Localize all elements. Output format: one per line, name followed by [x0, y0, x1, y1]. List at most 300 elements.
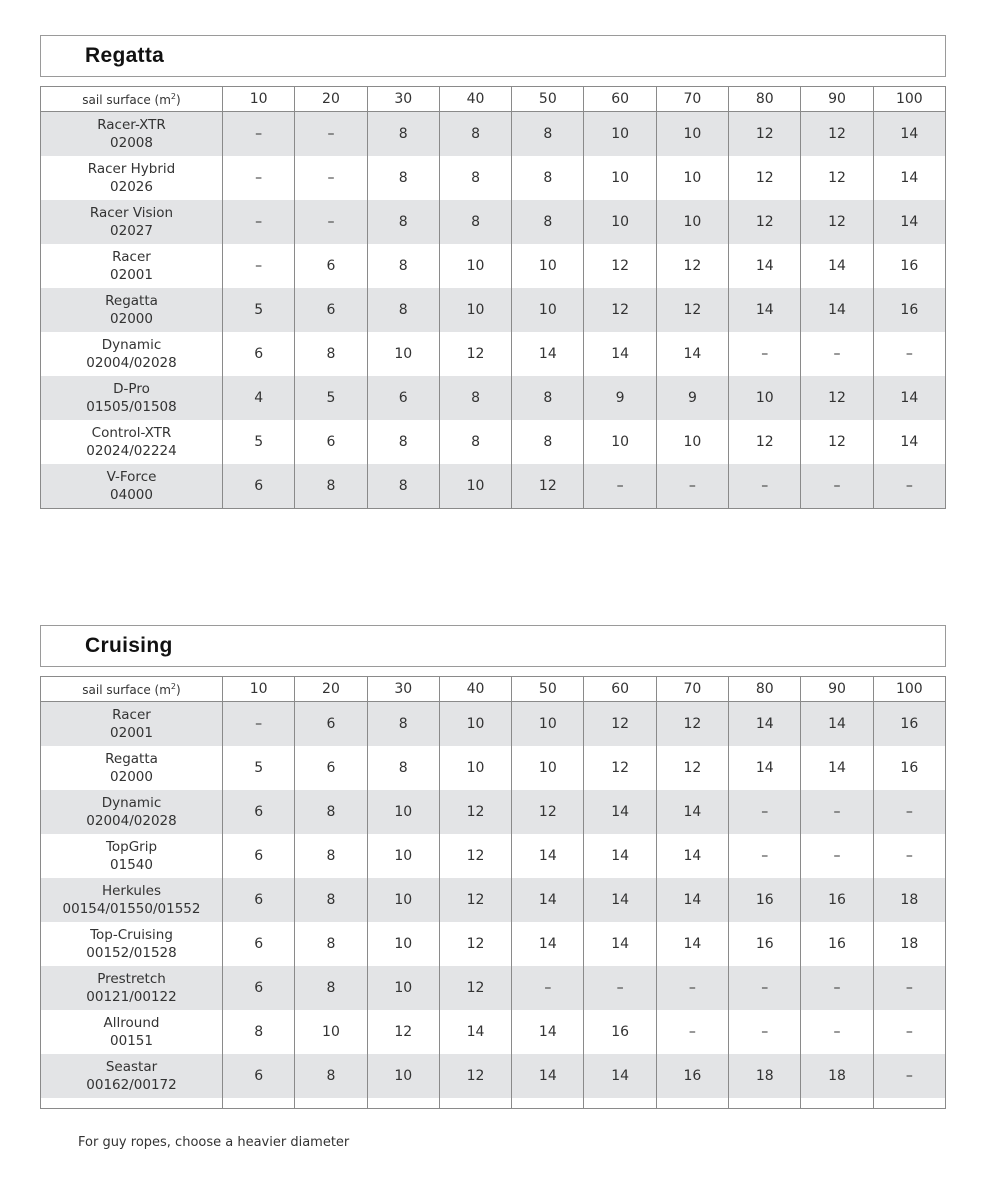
section-title-box — [40, 35, 946, 77]
table-row — [41, 878, 946, 922]
diameter-cell: 10 — [656, 112, 728, 157]
diameter-cell: 12 — [439, 332, 511, 376]
product-name: Regatta — [105, 293, 158, 309]
product-cell — [41, 702, 223, 747]
diameter-cell: 12 — [512, 790, 584, 834]
table-row — [41, 200, 946, 244]
diameter-cell: 8 — [512, 200, 584, 244]
diameter-cell: 14 — [656, 878, 728, 922]
diameter-cell: 10 — [367, 966, 439, 1010]
diameter-cell: – — [295, 112, 367, 157]
table-row — [41, 288, 946, 332]
rope-diameter-table — [40, 676, 946, 1109]
diameter-cell: 6 — [223, 464, 295, 509]
diameter-cell: 8 — [295, 878, 367, 922]
diameter-cell: 8 — [439, 112, 511, 157]
diameter-cell: 12 — [439, 922, 511, 966]
diameter-cell: 16 — [584, 1010, 656, 1054]
diameter-cell: – — [873, 1054, 945, 1098]
diameter-cell: 8 — [367, 702, 439, 747]
diameter-cell: 14 — [873, 156, 945, 200]
diameter-cell: 8 — [295, 922, 367, 966]
empty-cell — [223, 1098, 295, 1109]
diameter-cell: 12 — [367, 1010, 439, 1054]
empty-cell — [729, 1098, 801, 1109]
diameter-cell: 10 — [512, 746, 584, 790]
diameter-cell: 6 — [367, 376, 439, 420]
diameter-cell: – — [584, 966, 656, 1010]
sail-surface-label-end: ) — [176, 92, 181, 107]
table-row — [41, 112, 946, 157]
product-cell — [41, 834, 223, 878]
diameter-cell: 9 — [584, 376, 656, 420]
diameter-cell: – — [295, 156, 367, 200]
product-cell — [41, 376, 223, 420]
diameter-cell: – — [656, 464, 728, 509]
diameter-cell: 12 — [584, 746, 656, 790]
diameter-cell: 8 — [512, 156, 584, 200]
diameter-cell: – — [729, 966, 801, 1010]
column-header: 10 — [223, 677, 295, 702]
diameter-cell: – — [801, 834, 873, 878]
diameter-cell: 10 — [367, 790, 439, 834]
diameter-cell: 6 — [223, 834, 295, 878]
product-cell — [41, 966, 223, 1010]
product-name: V-Force — [106, 469, 157, 485]
empty-cell — [41, 1098, 223, 1109]
diameter-cell: 14 — [439, 1010, 511, 1054]
diameter-cell: 14 — [512, 332, 584, 376]
diameter-cell: 6 — [295, 702, 367, 747]
footnote: For guy ropes, choose a heavier diameter — [78, 1135, 350, 1150]
unit-superscript: 2 — [170, 681, 177, 691]
diameter-cell: 14 — [656, 332, 728, 376]
diameter-cell: 10 — [439, 702, 511, 747]
diameter-cell: 10 — [656, 420, 728, 464]
diameter-cell: 10 — [367, 332, 439, 376]
table-row — [41, 834, 946, 878]
diameter-cell: – — [656, 1010, 728, 1054]
diameter-cell: 14 — [801, 288, 873, 332]
diameter-cell: 4 — [223, 376, 295, 420]
product-name: Racer Vision — [89, 205, 174, 221]
table-end-row — [41, 1098, 946, 1109]
diameter-cell: 8 — [512, 112, 584, 157]
diameter-cell: 14 — [729, 702, 801, 747]
diameter-cell: 10 — [512, 288, 584, 332]
product-cell — [41, 746, 223, 790]
diameter-cell: 14 — [801, 702, 873, 747]
column-header: 90 — [801, 677, 873, 702]
product-code: 02004/02028 — [86, 355, 177, 371]
product-code: 02026 — [110, 179, 153, 195]
diameter-cell: – — [873, 790, 945, 834]
diameter-cell: 10 — [439, 244, 511, 288]
product-name: D-Pro — [113, 381, 150, 397]
diameter-cell: 12 — [439, 790, 511, 834]
sail-surface-header — [41, 87, 223, 112]
column-header: 90 — [801, 87, 873, 112]
diameter-cell: – — [801, 332, 873, 376]
diameter-cell: 12 — [801, 420, 873, 464]
product-cell — [41, 420, 223, 464]
table-row — [41, 156, 946, 200]
section-title: Cruising — [85, 634, 173, 657]
diameter-cell: 8 — [439, 156, 511, 200]
diameter-cell: 14 — [873, 376, 945, 420]
column-header: 20 — [295, 87, 367, 112]
diameter-cell: – — [873, 834, 945, 878]
sail-surface-label: sail surface (m — [82, 682, 171, 697]
diameter-cell: 12 — [439, 834, 511, 878]
product-cell — [41, 244, 223, 288]
diameter-cell: 14 — [801, 244, 873, 288]
diameter-cell: 16 — [729, 922, 801, 966]
diameter-cell: 18 — [873, 922, 945, 966]
diameter-cell: 18 — [873, 878, 945, 922]
product-code: 02008 — [110, 135, 153, 151]
product-name: Seastar — [105, 1059, 158, 1075]
empty-cell — [439, 1098, 511, 1109]
product-code: 02004/02028 — [86, 813, 177, 829]
diameter-cell: 6 — [295, 746, 367, 790]
diameter-cell: 14 — [729, 244, 801, 288]
product-cell — [41, 1010, 223, 1054]
sail-surface-label: sail surface (m — [82, 92, 171, 107]
diameter-cell: 6 — [295, 288, 367, 332]
product-code: 02001 — [110, 267, 153, 283]
column-header: 100 — [873, 677, 945, 702]
product-cell — [41, 156, 223, 200]
column-header: 10 — [223, 87, 295, 112]
diameter-cell: 14 — [656, 834, 728, 878]
header-row — [41, 677, 946, 702]
diameter-cell: 8 — [223, 1010, 295, 1054]
diameter-cell: 12 — [584, 702, 656, 747]
diameter-cell: – — [223, 156, 295, 200]
diameter-cell: 12 — [801, 156, 873, 200]
product-name: Regatta — [105, 751, 158, 767]
empty-cell — [801, 1098, 873, 1109]
header-row — [41, 87, 946, 112]
diameter-cell: 18 — [729, 1054, 801, 1098]
diameter-cell: 9 — [656, 376, 728, 420]
diameter-cell: 14 — [584, 1054, 656, 1098]
product-cell — [41, 790, 223, 834]
diameter-cell: 12 — [801, 376, 873, 420]
diameter-cell: 12 — [584, 288, 656, 332]
diameter-cell: 8 — [367, 244, 439, 288]
column-header: 60 — [584, 677, 656, 702]
product-name: Racer Hybrid — [87, 161, 176, 177]
diameter-cell: 12 — [729, 200, 801, 244]
diameter-cell: 10 — [295, 1010, 367, 1054]
product-code: 02001 — [110, 725, 153, 741]
diameter-cell: 18 — [801, 1054, 873, 1098]
unit-superscript: 2 — [170, 91, 177, 101]
diameter-cell: 12 — [656, 702, 728, 747]
product-code: 00162/00172 — [86, 1077, 177, 1093]
product-cell — [41, 288, 223, 332]
diameter-cell: 8 — [367, 200, 439, 244]
empty-cell — [295, 1098, 367, 1109]
column-header: 60 — [584, 87, 656, 112]
product-code: 02000 — [110, 311, 153, 327]
diameter-cell: 16 — [873, 746, 945, 790]
diameter-cell: 8 — [512, 420, 584, 464]
diameter-cell: 8 — [295, 1054, 367, 1098]
diameter-cell: 10 — [512, 244, 584, 288]
diameter-cell: 8 — [367, 112, 439, 157]
diameter-cell: 14 — [801, 746, 873, 790]
diameter-cell: 8 — [367, 288, 439, 332]
diameter-cell: 14 — [512, 1054, 584, 1098]
diameter-cell: 14 — [584, 332, 656, 376]
table-row — [41, 746, 946, 790]
diameter-cell: 14 — [512, 834, 584, 878]
column-header: 80 — [729, 87, 801, 112]
product-name: Dynamic — [101, 337, 162, 353]
diameter-cell: 16 — [801, 878, 873, 922]
diameter-cell: 6 — [295, 420, 367, 464]
diameter-cell: 8 — [295, 464, 367, 509]
diameter-cell: 8 — [295, 332, 367, 376]
diameter-cell: 10 — [367, 878, 439, 922]
product-name: Racer — [112, 249, 151, 265]
product-name: Control-XTR — [91, 425, 172, 441]
diameter-cell: 12 — [729, 112, 801, 157]
diameter-cell: 10 — [439, 746, 511, 790]
table-row — [41, 464, 946, 509]
diameter-cell: 8 — [367, 420, 439, 464]
diameter-cell: 10 — [439, 464, 511, 509]
diameter-cell: 6 — [223, 878, 295, 922]
diameter-cell: 12 — [729, 420, 801, 464]
diameter-cell: 5 — [223, 420, 295, 464]
diameter-cell: 6 — [223, 790, 295, 834]
column-header: 70 — [656, 87, 728, 112]
diameter-cell: 14 — [873, 200, 945, 244]
diameter-cell: 14 — [584, 922, 656, 966]
diameter-cell: 6 — [223, 332, 295, 376]
table-row — [41, 702, 946, 747]
cruising-section — [40, 625, 946, 1109]
product-code: 00152/01528 — [86, 945, 177, 961]
product-name: TopGrip — [105, 839, 158, 855]
diameter-cell: – — [729, 464, 801, 509]
diameter-cell: 14 — [584, 834, 656, 878]
diameter-cell: 12 — [656, 244, 728, 288]
diameter-cell: 10 — [367, 834, 439, 878]
diameter-cell: 14 — [656, 922, 728, 966]
product-cell — [41, 200, 223, 244]
diameter-cell: 12 — [512, 464, 584, 509]
product-name: Allround — [103, 1015, 160, 1031]
product-code: 02000 — [110, 769, 153, 785]
product-code: 04000 — [110, 487, 153, 503]
diameter-cell: 8 — [367, 464, 439, 509]
diameter-cell: 12 — [801, 112, 873, 157]
product-code: 02027 — [110, 223, 153, 239]
diameter-cell: – — [295, 200, 367, 244]
column-header: 50 — [512, 677, 584, 702]
diameter-cell: 10 — [367, 1054, 439, 1098]
diameter-cell: – — [656, 966, 728, 1010]
diameter-cell: 12 — [801, 200, 873, 244]
product-name: Racer-XTR — [97, 117, 166, 133]
diameter-cell: 8 — [439, 420, 511, 464]
diameter-cell: 12 — [656, 746, 728, 790]
section-title: Regatta — [85, 44, 165, 67]
diameter-cell: 10 — [584, 156, 656, 200]
diameter-cell: 8 — [439, 376, 511, 420]
empty-cell — [512, 1098, 584, 1109]
diameter-cell: – — [801, 966, 873, 1010]
table-row — [41, 1054, 946, 1098]
diameter-cell: – — [729, 332, 801, 376]
column-header: 40 — [439, 87, 511, 112]
diameter-cell: 8 — [295, 790, 367, 834]
diameter-cell: 14 — [873, 420, 945, 464]
diameter-cell: 8 — [295, 834, 367, 878]
diameter-cell: – — [223, 702, 295, 747]
product-name: Dynamic — [101, 795, 162, 811]
diameter-cell: – — [729, 834, 801, 878]
product-code: 00154/01550/01552 — [62, 901, 201, 917]
diameter-cell: – — [801, 790, 873, 834]
diameter-cell: 10 — [367, 922, 439, 966]
diameter-cell: – — [801, 1010, 873, 1054]
diameter-cell: 12 — [729, 156, 801, 200]
diameter-cell: – — [801, 464, 873, 509]
diameter-cell: 14 — [512, 878, 584, 922]
column-header: 50 — [512, 87, 584, 112]
diameter-cell: 12 — [439, 878, 511, 922]
diameter-cell: 14 — [729, 746, 801, 790]
diameter-cell: 8 — [439, 200, 511, 244]
column-header: 70 — [656, 677, 728, 702]
diameter-cell: 14 — [584, 790, 656, 834]
product-name: Prestretch — [97, 971, 166, 987]
table-row — [41, 332, 946, 376]
diameter-cell: 12 — [439, 966, 511, 1010]
column-header: 30 — [367, 87, 439, 112]
diameter-cell: 16 — [656, 1054, 728, 1098]
diameter-cell: 8 — [367, 156, 439, 200]
product-code: 00151 — [110, 1033, 153, 1049]
table-row — [41, 966, 946, 1010]
product-code: 02024/02224 — [86, 443, 177, 459]
product-cell — [41, 922, 223, 966]
product-code: 01505/01508 — [86, 399, 177, 415]
product-name: Racer — [112, 707, 151, 723]
diameter-cell: 6 — [223, 922, 295, 966]
column-header: 40 — [439, 677, 511, 702]
diameter-cell: 6 — [295, 244, 367, 288]
diameter-cell: 12 — [584, 244, 656, 288]
diameter-cell: 16 — [801, 922, 873, 966]
product-name: Top-Cruising — [90, 927, 173, 943]
diameter-cell: – — [223, 200, 295, 244]
diameter-cell: – — [223, 112, 295, 157]
sail-surface-header — [41, 677, 223, 702]
empty-cell — [584, 1098, 656, 1109]
diameter-cell: 14 — [584, 878, 656, 922]
diameter-cell: 16 — [729, 878, 801, 922]
empty-cell — [656, 1098, 728, 1109]
diameter-cell: 10 — [656, 156, 728, 200]
diameter-cell: 10 — [656, 200, 728, 244]
diameter-cell: 5 — [295, 376, 367, 420]
diameter-cell: 14 — [512, 922, 584, 966]
table-row — [41, 790, 946, 834]
product-code: 01540 — [110, 857, 153, 873]
product-code: 00121/00122 — [86, 989, 177, 1005]
section-title-box — [40, 625, 946, 667]
table-row — [41, 420, 946, 464]
diameter-cell: 8 — [512, 376, 584, 420]
diameter-cell: 12 — [439, 1054, 511, 1098]
product-cell — [41, 112, 223, 157]
column-header: 20 — [295, 677, 367, 702]
product-cell — [41, 1054, 223, 1098]
diameter-cell: 10 — [584, 200, 656, 244]
diameter-cell: – — [223, 244, 295, 288]
diameter-cell: 14 — [656, 790, 728, 834]
diameter-cell: 10 — [729, 376, 801, 420]
diameter-cell: 12 — [656, 288, 728, 332]
diameter-cell: 16 — [873, 288, 945, 332]
empty-cell — [367, 1098, 439, 1109]
diameter-cell: – — [873, 332, 945, 376]
table-row — [41, 922, 946, 966]
diameter-cell: – — [512, 966, 584, 1010]
diameter-cell: 14 — [512, 1010, 584, 1054]
diameter-cell: – — [729, 790, 801, 834]
diameter-cell: 5 — [223, 746, 295, 790]
diameter-cell: 10 — [439, 288, 511, 332]
diameter-cell: 14 — [729, 288, 801, 332]
diameter-cell: 16 — [873, 702, 945, 747]
diameter-cell: – — [729, 1010, 801, 1054]
diameter-cell: 10 — [512, 702, 584, 747]
diameter-cell: 8 — [367, 746, 439, 790]
diameter-cell: 10 — [584, 420, 656, 464]
table-row — [41, 376, 946, 420]
diameter-cell: – — [873, 1010, 945, 1054]
empty-cell — [873, 1098, 945, 1109]
sail-surface-label-end: ) — [176, 682, 181, 697]
diameter-cell: 16 — [873, 244, 945, 288]
diameter-cell: 14 — [873, 112, 945, 157]
column-header: 80 — [729, 677, 801, 702]
regatta-section — [40, 35, 946, 509]
diameter-cell: – — [584, 464, 656, 509]
diameter-cell: 10 — [584, 112, 656, 157]
diameter-cell: 5 — [223, 288, 295, 332]
diameter-cell: 6 — [223, 966, 295, 1010]
product-cell — [41, 878, 223, 922]
column-header: 30 — [367, 677, 439, 702]
table-row — [41, 244, 946, 288]
table-row — [41, 1010, 946, 1054]
product-cell — [41, 332, 223, 376]
diameter-cell: – — [873, 464, 945, 509]
column-header: 100 — [873, 87, 945, 112]
diameter-cell: 8 — [295, 966, 367, 1010]
diameter-cell: – — [873, 966, 945, 1010]
product-cell — [41, 464, 223, 509]
